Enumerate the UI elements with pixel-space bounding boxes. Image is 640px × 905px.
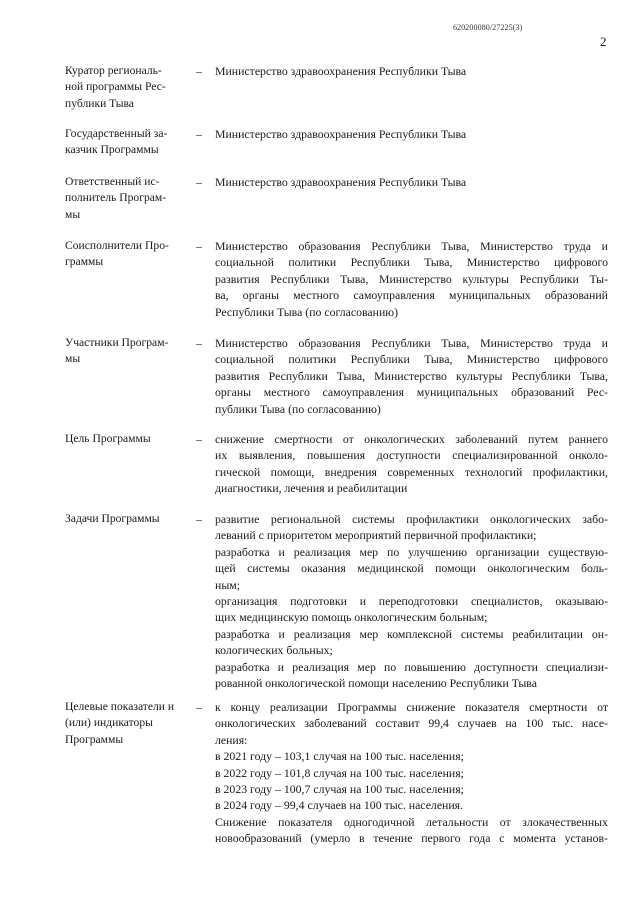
row-content-line: кологических больных; (215, 643, 333, 658)
row-label (65, 699, 183, 748)
row-label (65, 431, 183, 447)
row-label-line: казчик Программы (65, 143, 159, 157)
row-content-line: социальной политики Республики Тыва, Министерство цифрового (215, 352, 608, 367)
row-content-line: онкологических заболеваний составит 99,4 случаев на 100 тыс. насе- (215, 716, 608, 731)
row-content-line: рованной онкологической помощи населению Республики Тыва (215, 676, 537, 691)
row-label (65, 335, 183, 368)
row-dash: – (196, 127, 202, 141)
row-content (215, 63, 608, 79)
row-label-line: публики Тыва (65, 96, 134, 110)
row-content-line: диагностики, лечения и реабилитации (215, 481, 408, 496)
row-content-line: в 2023 году – 100,7 случая на 100 тыс. населения; (215, 782, 464, 797)
row-label-line: Государственный за- (65, 127, 168, 140)
row-content-line: в 2022 году – 101,8 случая на 100 тыс. населения; (215, 765, 464, 780)
row-content (215, 431, 608, 497)
row-content-line: снижение смертности от онкологических заболеваний путем раннего (215, 432, 608, 446)
row-content-line: ным; (215, 577, 240, 592)
row-content-line: публики Тыва (по согласованию) (215, 401, 381, 416)
row-label-line: Участники Програм- (65, 336, 169, 349)
row-dash: – (196, 512, 202, 526)
page-number: 2 (600, 34, 607, 49)
row-content-line: Министерство здравоохранения Республики Тыва (215, 175, 467, 189)
row-label-line: (или) индикаторы (65, 716, 153, 730)
row-content-line: разработка и реализация мер комплексной системы реабилитации он- (215, 626, 608, 641)
row-dash: – (196, 239, 202, 253)
row-label-line: Соисполнители Про- (65, 239, 169, 252)
row-label-line: мы (65, 207, 81, 221)
row-dash: – (196, 700, 202, 714)
row-content-line: развития Республики Тыва, Министерство культуры Республики Тыва, (215, 368, 608, 383)
row-dash: – (196, 175, 202, 189)
row-content (215, 699, 608, 847)
row-content-line: разработка и реализация мер по повышению доступности специализи- (215, 659, 608, 674)
row-label-line: Ответственный ис- (65, 175, 160, 188)
row-dash: – (196, 64, 202, 78)
row-content-line: новообразований (умерло в течение первого года с момента установ- (215, 831, 608, 846)
row-content-line: Министерство образования Республики Тыва, Министерство труда и (215, 336, 608, 350)
row-content-line: к концу реализации Программы снижение показателя смертности от (215, 700, 608, 714)
row-content-line: развитие региональной системы профилактики онкологических забо- (215, 512, 608, 526)
row-content-line: Республики Тыва (по согласованию) (215, 304, 399, 319)
row-content-line: Министерство образования Республики Тыва, Министерство труда и (215, 239, 608, 253)
row-label (65, 511, 183, 527)
row-label-line: Задачи Программы (65, 512, 160, 525)
row-content-line: органы местного самоуправления муниципальных образований Рес- (215, 385, 608, 400)
row-content-line: разработка и реализация мер по улучшению организации существую- (215, 544, 608, 559)
row-label-line: Программы (65, 732, 124, 746)
row-label-line: ной программы Рес- (65, 80, 166, 94)
row-dash: – (196, 432, 202, 446)
row-label (65, 238, 183, 271)
row-content (215, 511, 608, 691)
row-content-line: организация подготовки и переподготовки специалистов, оказываю- (215, 594, 608, 609)
row-content (215, 238, 608, 320)
row-content-line: леваний с приоритетом мероприятий первичной профилактики; (215, 528, 537, 543)
row-content (215, 174, 608, 190)
row-label-line: Куратор региональ- (65, 64, 162, 77)
row-label (65, 126, 183, 159)
row-content-line: ления: (215, 732, 248, 747)
row-label-line: граммы (65, 255, 104, 269)
row-label-line: мы (65, 352, 81, 366)
row-content-line: Министерство здравоохранения Республики Тыва (215, 64, 467, 78)
row-content (215, 335, 608, 417)
row-content-line: щих медицинскую помощь онкологическим больным; (215, 610, 488, 625)
row-label-line: Целевые показатели и (65, 700, 175, 713)
row-label (65, 63, 183, 112)
row-dash: – (196, 336, 202, 350)
document-id: 620200080/27225(3) (453, 23, 523, 32)
row-content-line: в 2024 году – 99,4 случаев на 100 тыс. населения. (215, 798, 464, 813)
row-label (65, 174, 183, 223)
row-content (215, 126, 608, 142)
row-content-line: социальной политики Республики Тыва, Министерство цифрового (215, 255, 608, 270)
row-label-line: Цель Программы (65, 432, 151, 445)
row-label-line: полнитель Програм- (65, 191, 167, 205)
row-content-line: развития Республики Тыва, Министерство культуры Республики Ты- (215, 271, 608, 286)
row-content-line: Министерство здравоохранения Республики Тыва (215, 127, 467, 141)
row-content-line: гической помощи, внедрения современных технологий профилактики, (215, 464, 608, 479)
row-content-line: Снижение показателя одногодичной летальности от злокачественных (215, 814, 608, 829)
row-content-line: щей системы оказания медицинской помощи онкологическим боль- (215, 561, 608, 576)
row-content-line: ва, органы местного самоуправления муниципальных образований (215, 288, 608, 303)
row-content-line: их выявления, повышения доступности специализированной онколо- (215, 448, 608, 463)
row-content-line: в 2021 году – 103,1 случая на 100 тыс. населения; (215, 749, 464, 764)
